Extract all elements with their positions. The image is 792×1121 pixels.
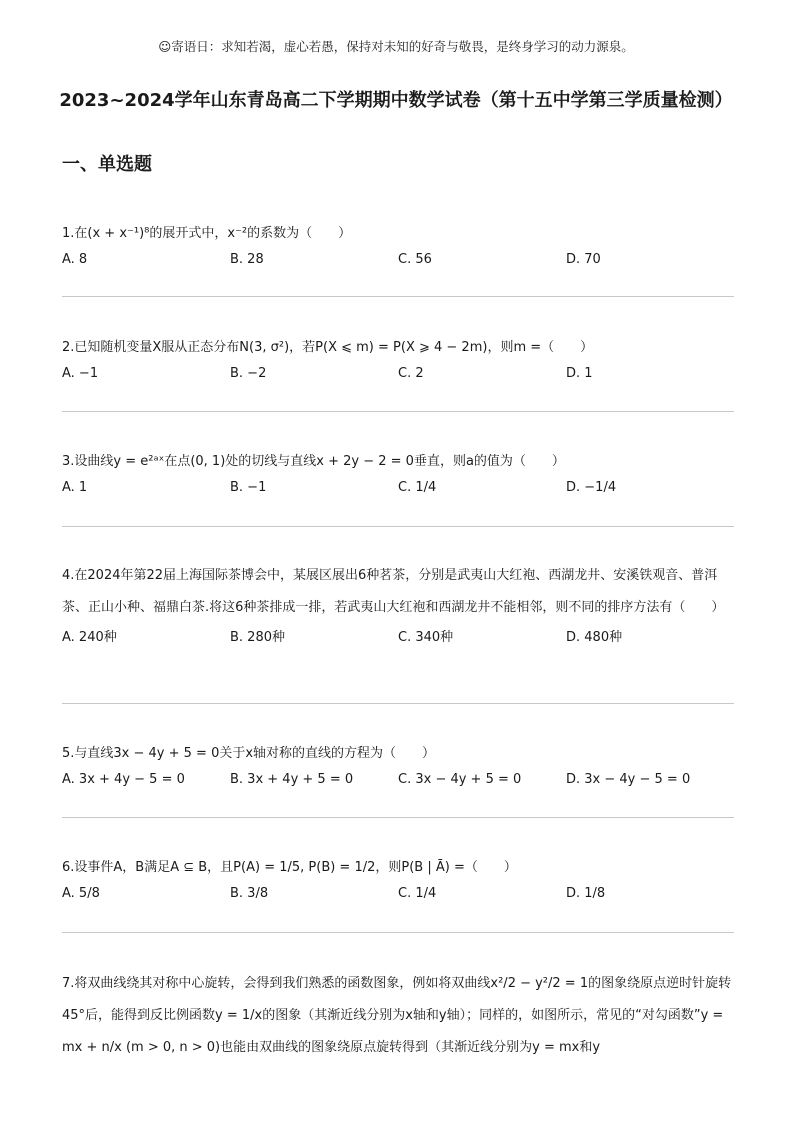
motto-header: ☺寄语日：求知若渴，虚心若愚，保持对未知的好奇与敬畏，是终身学习的动力源泉。 <box>158 39 634 54</box>
divider <box>62 526 734 527</box>
option-d: D. −1/4 <box>566 480 617 495</box>
divider <box>62 932 734 933</box>
option-a: A. −1 <box>62 366 99 381</box>
divider <box>62 296 734 297</box>
option-d: D. 3x − 4y − 5 = 0 <box>566 772 691 787</box>
question-stem: 4.在2024年第22届上海国际茶博会中，某展区展出6种茗茶，分别是武夷山大红袍、西湖龙井、安溪铁观音、普洱茶、正山小种、福鼎白茶.将这6种茶排成一排，若武夷山大红袍和西湖龙井不能相邻，则不同的排序方法有（ ） <box>62 568 725 615</box>
section-heading: 一、单选题 <box>62 154 152 175</box>
option-b: B. 3x + 4y + 5 = 0 <box>230 772 354 787</box>
option-a: A. 240种 <box>62 630 117 645</box>
option-b: B. 28 <box>230 252 264 267</box>
question-1 <box>62 218 734 267</box>
question-stem: 1.在(x + x⁻¹)⁸的展开式中，x⁻²的系数为（ ） <box>62 226 352 241</box>
question-stem: 5.与直线3x − 4y + 5 = 0关于x轴对称的直线的方程为（ ） <box>62 746 436 761</box>
option-d: D. 1/8 <box>566 886 606 901</box>
option-d: D. 1 <box>566 366 593 381</box>
question-4 <box>62 560 734 645</box>
question-stem: 7.将双曲线绕其对称中心旋转，会得到我们熟悉的函数图象，例如将双曲线x²/2 − y²/2 = 1的图象绕原点逆时针旋转45°后，能得到反比例函数y = 1/x的图象（其渐近线分别为x轴和y轴）；同样的，如图所示，常见的“对勾函数”y = mx + n/x (m > 0, n > 0)也能由双曲线的图象绕原点旋转得到（其渐近线分别为y = mx和y <box>62 976 732 1055</box>
divider <box>62 703 734 704</box>
question-2 <box>62 332 734 381</box>
question-stem: 6.设事件A，B满足A ⊆ B，且P(A) = 1/5, P(B) = 1/2，则P(B | Ā) =（ ） <box>62 860 517 875</box>
option-c: C. 1/4 <box>398 886 437 901</box>
option-c: C. 1/4 <box>398 480 437 495</box>
question-stem: 2.已知随机变量X服从正态分布N(3, σ²)，若P(X ⩽ m) = P(X ⩾ 4 − 2m)，则m =（ ） <box>62 340 594 355</box>
option-b: B. −1 <box>230 480 267 495</box>
question-3 <box>62 446 734 495</box>
question-stem: 3.设曲线y = e²ᵃˣ在点(0, 1)处的切线与直线x + 2y − 2 = 0垂直，则a的值为（ ） <box>62 454 565 469</box>
option-b: B. 3/8 <box>230 886 269 901</box>
divider <box>62 817 734 818</box>
option-b: B. 280种 <box>230 630 285 645</box>
option-d: D. 70 <box>566 252 601 267</box>
question-5 <box>62 738 734 787</box>
exam-title: 2023~2024学年山东青岛高二下学期期中数学试卷（第十五中学第三学质量检测） <box>59 90 733 111</box>
option-a: A. 8 <box>62 252 88 267</box>
option-a: A. 5/8 <box>62 886 100 901</box>
option-c: C. 56 <box>398 252 432 267</box>
option-b: B. −2 <box>230 366 267 381</box>
option-c: C. 3x − 4y + 5 = 0 <box>398 772 522 787</box>
option-c: C. 340种 <box>398 630 454 645</box>
option-c: C. 2 <box>398 366 424 381</box>
option-d: D. 480种 <box>566 630 623 645</box>
option-a: A. 1 <box>62 480 88 495</box>
question-7 <box>62 968 734 1064</box>
question-6 <box>62 852 734 901</box>
divider <box>62 411 734 412</box>
option-a: A. 3x + 4y − 5 = 0 <box>62 772 185 787</box>
